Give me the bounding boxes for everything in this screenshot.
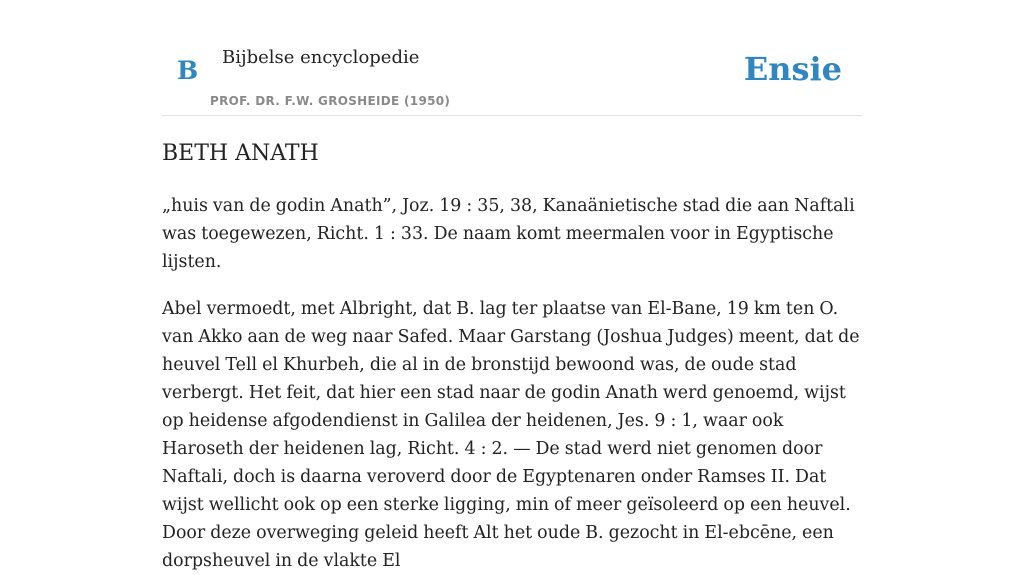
page-header	[162, 0, 862, 116]
encyclopedia-title[interactable]: Bijbelse encyclopedie	[222, 47, 420, 68]
encyclopedia-author: PROF. DR. F.W. GROSHEIDE (1950)	[210, 94, 451, 108]
letter-icon[interactable]: B	[177, 56, 199, 85]
article-paragraph: Abel vermoedt, met Albright, dat B. lag ter plaatse van El-Bane, 19 km ten O. van Akko aan de weg naar Safed. Maar Garstang (Joshua Judges) meent, dat de heuvel Tell el Khurbeh, die al in de bronstijd bewoond was, de oude stad verbergt. Het feit, dat hier een stad naar de godin Anath werd genoemd, wijst op heidense afgodendienst in Galilea der heidenen, Jes. 9 : 1, waar ook Haroseth der heidenen lag, Richt. 4 : 2. — De stad werd niet genomen door Naftali, doch is daarna veroverd door de Egyptenaren onder Ramses II. Dat wijst wellicht ook op een sterke ligging, min of meer geïsoleerd op een heuvel. Door deze overweging geleid heeft Alt het oude B. gezocht in El-ebcēne, een dorpsheuvel in de vlakte El	[162, 299, 860, 571]
article-paragraph: „huis van de godin Anath”, Joz. 19 : 35, 38, Kanaänietische stad die aan Naftali was toegewezen, Richt. 1 : 33. De naam komt meermalen voor in Egyptische lijsten.	[162, 196, 855, 272]
article	[162, 138, 862, 575]
ensie-logo[interactable]: Ensie	[743, 50, 842, 88]
article-title: BETH ANATH	[162, 141, 319, 166]
